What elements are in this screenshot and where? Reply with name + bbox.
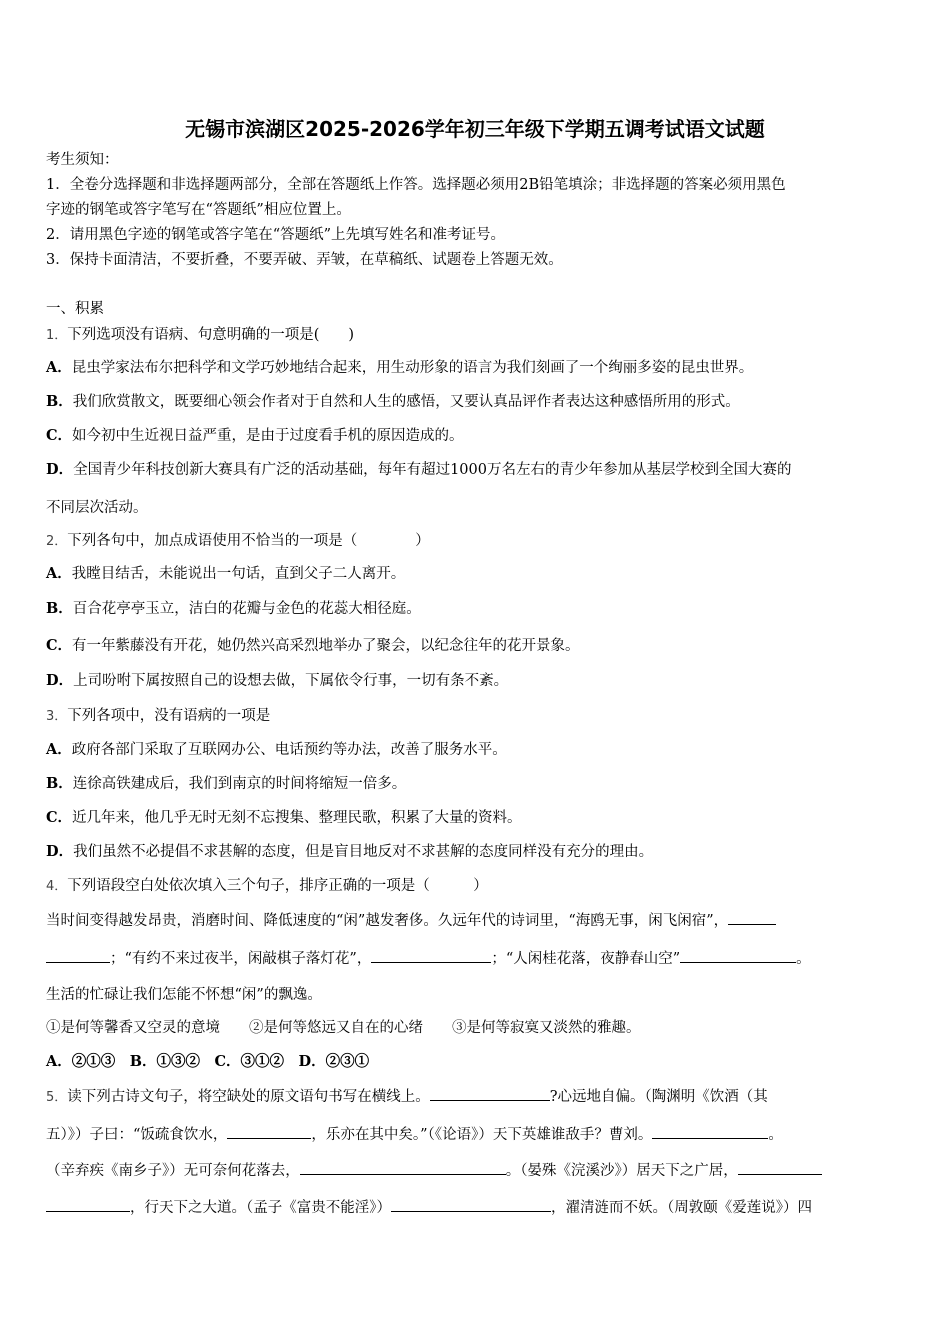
- option-label: D．: [46, 672, 74, 689]
- option-label: C．: [46, 809, 73, 826]
- passage-text: 。（晏殊《浣溪沙》）居天下之广居，: [505, 1163, 738, 1179]
- q3-option-b: [46, 774, 908, 794]
- option-text: 连徐高铁建成后，我们到南京的时间将缩短一倍多。: [72, 776, 407, 792]
- option-label: A．: [46, 359, 72, 376]
- option-text: 全国青少年科技创新大赛具有广泛的活动基础，每年有超过1000万名左右的青少年参加从基层学校到全国大赛的: [73, 462, 792, 478]
- q2-option-c: [46, 636, 908, 656]
- question-number: 1．: [46, 328, 68, 343]
- option-label: D．: [46, 461, 74, 478]
- passage-text: 当时间变得越发昂贵，消磨时间、降低速度的“闲”越发奢侈。久远年代的诗词里，“海鸥无事，闲飞闲宿”，: [46, 913, 729, 929]
- answer-blank[interactable]: [728, 910, 776, 925]
- answer-blank[interactable]: [46, 948, 110, 963]
- question-number: 2．: [46, 534, 68, 549]
- option-text: 近几年来，他几乎无时无刻不忘搜集、整理民歌，积累了大量的资料。: [72, 810, 522, 826]
- question-number: 3．: [46, 709, 68, 724]
- question-number: 4．: [46, 879, 68, 894]
- option-text: 我们欣赏散文，既要细心领会作者对于自然和人生的感悟，又要认真品评作者表达这种感悟所用的形式。: [72, 394, 740, 410]
- q5-line-2: [46, 1124, 908, 1145]
- passage-text: 。: [768, 1127, 783, 1143]
- q1-option-a: [46, 358, 908, 378]
- q1-option-b: [46, 392, 908, 412]
- q2-option-b: [46, 599, 908, 619]
- option-label: A．: [46, 565, 72, 582]
- question-stem: 下列语段空白处依次填入三个句子，排序正确的一项是（ ）: [67, 878, 488, 894]
- page-title: 无锡市滨湖区2025-2026学年初三年级下学期五调考试语文试题: [185, 117, 765, 141]
- q2-option-a: [46, 564, 908, 584]
- question-stem: 下列各项中，没有语病的一项是: [67, 708, 271, 724]
- notice-item-1-cont: 字迹的钢笔或答字笔写在“答题纸”相应位置上。: [46, 202, 351, 218]
- q4-passage-line-2: [46, 948, 908, 969]
- section-heading: 一、积累: [46, 301, 104, 317]
- option-text: 如今初中生近视日益严重，是由于过度看手机的原因造成的。: [72, 428, 464, 444]
- answer-blank[interactable]: [300, 1160, 506, 1175]
- q5-line-4: [46, 1197, 908, 1218]
- question-stem: 下列各句中，加点成语使用不恰当的一项是（ ）: [67, 533, 430, 549]
- question-number: 5．: [46, 1090, 68, 1105]
- question-3: [46, 706, 908, 727]
- question-stem: 读下列古诗文句子，将空缺处的原文语句书写在横线上。: [67, 1089, 430, 1105]
- notice-item-1: 1．全卷分选择题和非选择题两部分，全部在答题纸上作答。选择题必须用2B铅笔填涂；非选择题的答案必须用黑色: [46, 177, 786, 193]
- option-label: B．: [46, 393, 73, 410]
- question-5: [46, 1086, 908, 1108]
- passage-text: 。: [796, 951, 811, 967]
- q4-choices: A．②①③ B．①③② C．③①② D．②③①: [46, 1053, 370, 1070]
- passage-text: （辛弃疾《南乡子》）无可奈何花落去，: [46, 1163, 300, 1179]
- option-text: 我瞠目结舌，未能说出一句话，直到父子二人离开。: [71, 566, 406, 582]
- passage-text: ，乐亦在其中矣。”（《论语》）天下英雄谁敌手？曹刘。: [311, 1127, 653, 1143]
- q4-sentence-options: ①是何等馨香又空灵的意境 ②是何等悠远又自在的心绪 ③是何等寂寞又淡然的雅趣。: [46, 1020, 641, 1036]
- q3-option-c: [46, 808, 908, 828]
- notice-heading: 考生须知：: [46, 152, 119, 168]
- question-2: [46, 531, 908, 552]
- option-label: B．: [46, 775, 73, 792]
- q1-option-c: [46, 426, 908, 446]
- option-text: 我们虽然不必提倡不求甚解的态度，但是盲目地反对不求甚解的态度同样没有充分的理由。: [73, 844, 654, 860]
- option-text: 有一年紫藤没有开花，她仍然兴高采烈地举办了聚会，以纪念往年的花开景象。: [72, 638, 580, 654]
- option-label: C．: [46, 637, 73, 654]
- q3-option-d: [46, 842, 908, 862]
- notice-item-3: 3．保持卡面清洁，不要折叠，不要弄破、弄皱，在草稿纸、试题卷上答题无效。: [46, 252, 563, 268]
- question-1: [46, 325, 908, 346]
- option-text: 百合花亭亭玉立，洁白的花瓣与金色的花蕊大相径庭。: [72, 601, 421, 617]
- answer-blank[interactable]: [430, 1086, 550, 1101]
- q3-option-a: [46, 740, 908, 760]
- answer-blank[interactable]: [652, 1124, 768, 1139]
- q4-passage-line-3: 生活的忙碌让我们怎能不怀想“闲”的飘逸。: [46, 987, 322, 1003]
- answer-blank[interactable]: [371, 948, 491, 963]
- option-label: B．: [46, 600, 73, 617]
- passage-text: ，濯清涟而不妖。（周敦颐《爱莲说》）四: [551, 1200, 812, 1216]
- option-text: 昆虫学家法布尔把科学和文学巧妙地结合起来，用生动形象的语言为我们刻画了一个绚丽多姿的昆虫世界。: [71, 360, 754, 376]
- passage-text: ，行天下之大道。（孟子《富贵不能淫》）: [130, 1200, 391, 1216]
- passage-text: ?心远地自偏。（陶渊明《饮酒（其: [549, 1089, 768, 1105]
- answer-blank[interactable]: [680, 948, 796, 963]
- passage-text: ；“人闲桂花落，夜静春山空”: [491, 951, 681, 967]
- passage-text: 五）》）子曰：“饭疏食饮水，: [46, 1127, 228, 1143]
- option-label: D．: [46, 843, 74, 860]
- answer-blank[interactable]: [738, 1160, 822, 1175]
- option-label: A．: [46, 741, 72, 758]
- q2-option-d: [46, 671, 908, 691]
- question-4: [46, 876, 908, 897]
- answer-blank[interactable]: [227, 1124, 311, 1139]
- question-stem: 下列选项没有语病、句意明确的一项是( ): [67, 327, 355, 343]
- option-text: 政府各部门采取了互联网办公、电话预约等办法，改善了服务水平。: [71, 742, 507, 758]
- q4-passage-line-1: [46, 910, 908, 931]
- answer-blank[interactable]: [46, 1197, 130, 1212]
- q5-line-3: [46, 1160, 908, 1181]
- answer-blank[interactable]: [391, 1197, 551, 1212]
- notice-item-2: 2．请用黑色字迹的钢笔或答字笔在“答题纸”上先填写姓名和准考证号。: [46, 227, 506, 243]
- option-label: C．: [46, 427, 73, 444]
- passage-text: ；“有约不来过夜半，闲敲棋子落灯花”，: [110, 951, 372, 967]
- q1-option-d: [46, 460, 908, 480]
- option-text: 上司吩咐下属按照自己的设想去做，下属依令行事，一切有条不紊。: [73, 673, 509, 689]
- q1-option-d-cont: 不同层次活动。: [46, 500, 148, 516]
